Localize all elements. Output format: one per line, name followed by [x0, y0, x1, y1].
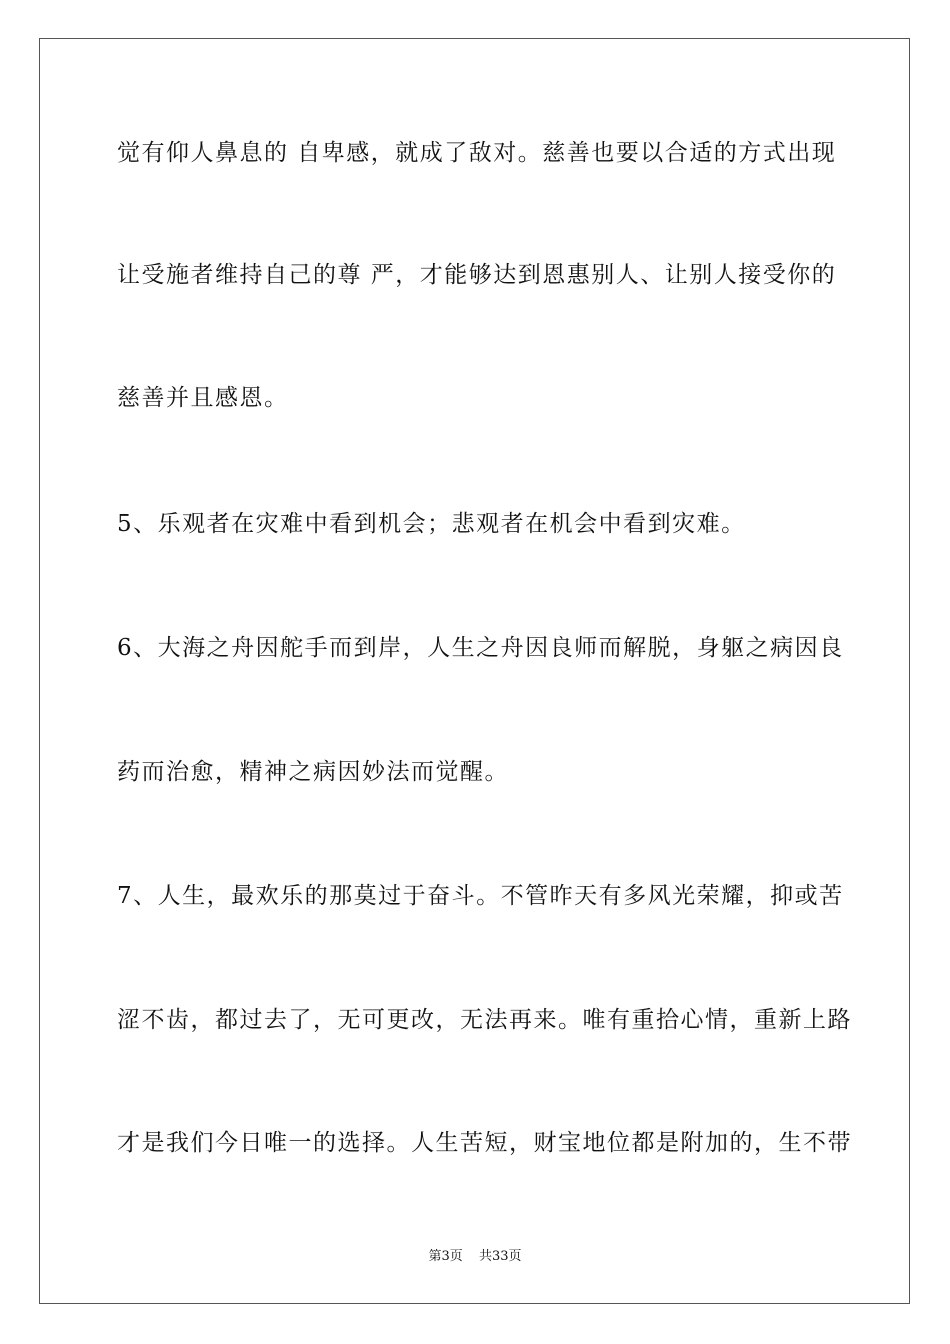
body-line: 6、大海之舟因舵手而到岸，人生之舟因良师而解脱，身躯之病因良 [117, 635, 844, 661]
body-line: 才是我们今日唯一的选择。人生苦短，财宝地位都是附加的，生不带 [117, 1130, 852, 1156]
body-line: 5、乐观者在灾难中看到机会；悲观者在机会中看到灾难。 [117, 511, 746, 537]
body-line: 让受施者维持自己的尊 严，才能够达到恩惠别人、让别人接受你的 [117, 262, 837, 288]
body-line: 慈善并且感恩。 [117, 385, 289, 411]
body-line: 涩不齿，都过去了，无可更改，无法再来。唯有重拾心情，重新上路 [117, 1007, 852, 1033]
page-number: 第3页 [428, 1249, 463, 1264]
body-line: 觉有仰人鼻息的 自卑感，就成了敌对。慈善也要以合适的方式出现 [117, 140, 837, 166]
body-line: 7、人生，最欢乐的那莫过于奋斗。不管昨天有多风光荣耀，抑或苦 [117, 883, 844, 909]
page-footer [0, 1249, 950, 1265]
body-line: 药而治愈，精神之病因妙法而觉醒。 [117, 759, 509, 785]
page-border [39, 38, 910, 1304]
page-total: 共33页 [478, 1249, 522, 1264]
